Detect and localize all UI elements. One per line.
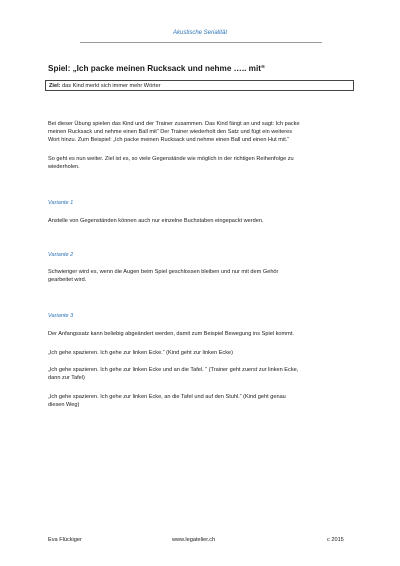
goal-box — [45, 80, 354, 91]
variant-3-heading: Variante 3 — [48, 313, 74, 319]
text-line: dann zur Tafel) — [48, 375, 85, 382]
goal-label: Ziel: — [49, 83, 61, 89]
footer-copyright: c 2015 — [327, 537, 344, 543]
variant-1-text — [48, 217, 358, 225]
text-line: Schwieriger wird es, wenn die Augen beim Spiel geschlossen bleiben und nur mit dem Gehör — [48, 269, 279, 275]
text-line: So geht es nun weiter. Ziel ist es, so viele Gegenstände wie möglich in der richtigen Reihenfolge zu — [48, 156, 294, 162]
page-title: Spiel: „Ich packe meinen Rucksack und nehme ….. mit“ — [48, 64, 266, 73]
text-line: Der Anfangssatz kann beliebig abgeändert werden, damit zum Beispiel Bewegung ins Spiel kommt. — [48, 331, 294, 337]
variant-3-example-3 — [48, 393, 358, 409]
header-title: Akustische Serialität — [172, 30, 228, 36]
variant-2-heading: Variante 2 — [48, 252, 74, 258]
text-line: Anstelle von Gegenständen können auch nur einzelne Buchstaben eingepackt werden. — [48, 218, 264, 224]
footer-author: Eva Flückiger — [48, 537, 82, 543]
variant-3-example-1 — [48, 349, 358, 357]
text-line: „Ich gehe spazieren. Ich gehe zur linken Ecke und an die Tafel. “ (Trainer geht zuerst zur linken Ecke, — [48, 367, 299, 373]
variant-3-intro — [48, 330, 358, 338]
variant-3-example-2 — [48, 366, 358, 382]
intro-paragraph — [48, 120, 358, 145]
continue-paragraph — [48, 155, 358, 171]
text-line: gearbeitet wird. — [48, 277, 87, 284]
text-line: „Ich gehe spazieren. Ich gehe zur linken Ecke, an die Tafel und auf den Stuhl.“ (Kind geht genau — [48, 394, 286, 400]
text-line: wiederholen. — [48, 164, 80, 171]
footer-website: www.legatelier.ch — [172, 537, 216, 543]
variant-2-text — [48, 268, 358, 284]
text-line: meinen Rucksack und nehme einen Ball mit“ Der Trainer wiederholt den Satz und fügt ein weiteres — [48, 129, 293, 136]
header-divider — [80, 42, 322, 43]
text-line: diesen Weg) — [48, 402, 80, 409]
goal-text: das Kind merkt sich immer mehr Wörter — [60, 83, 161, 89]
text-line: Wort hinzu. Zum Beispiel: „Ich packe meinen Rucksack und nehme einen Ball und einen Hut mit.“ — [48, 137, 290, 144]
variant-1-heading: Variante 1 — [48, 200, 74, 206]
text-line: Bei dieser Übung spielen das Kind und der Trainer zusammen. Das Kind fängt an und sagt: Ich packe — [48, 121, 300, 127]
text-line: „Ich gehe spazieren. Ich gehe zur linken Ecke.“ (Kind geht zur linken Ecke) — [48, 350, 234, 356]
